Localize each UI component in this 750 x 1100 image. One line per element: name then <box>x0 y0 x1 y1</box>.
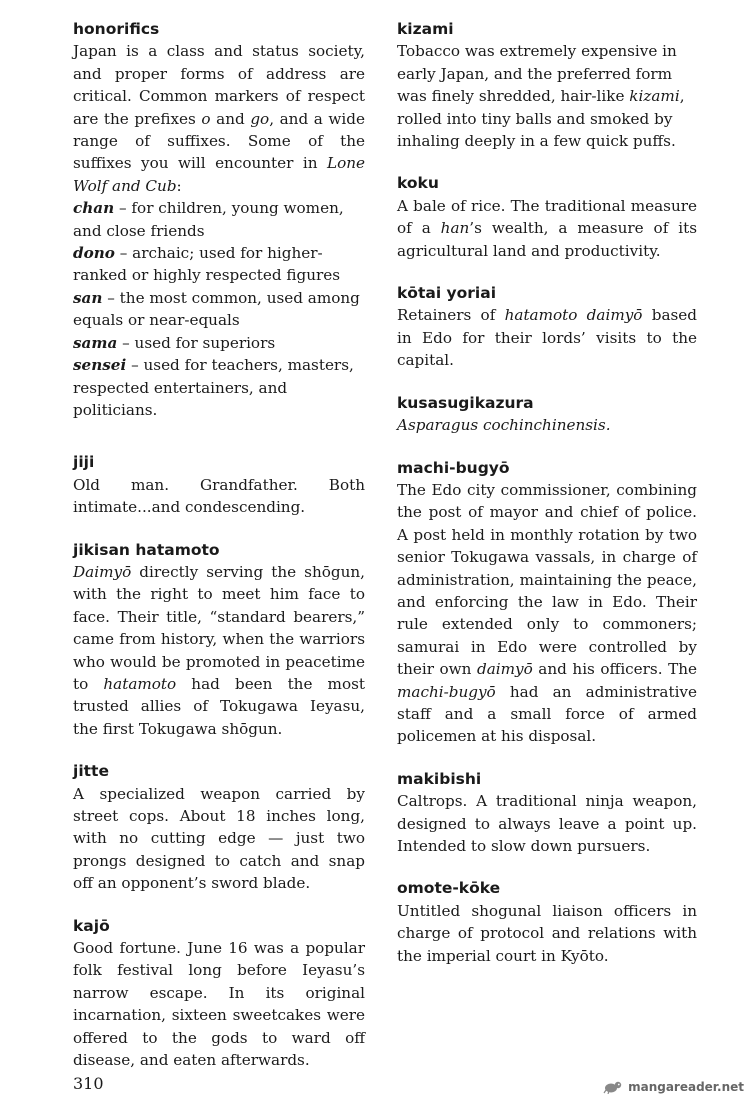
entry-term: omote-kōke <box>397 879 501 898</box>
entry-honorifics <box>73 18 365 421</box>
mangareader-logo-icon <box>603 1080 625 1094</box>
entry-term: makibishi <box>397 769 482 788</box>
watermark <box>603 1080 744 1094</box>
entry-term: machi-bugyō <box>397 458 510 477</box>
suffix-dono: dono – archaic; used for higher-ranked or highly respected figures <box>73 244 341 285</box>
entry-jitte <box>73 760 365 894</box>
entry-jiji <box>73 451 365 518</box>
entry-kizami <box>397 18 697 152</box>
entry-term: kusasugikazura <box>397 393 534 412</box>
entry-kajo <box>73 915 365 1072</box>
entry-term: koku <box>397 174 439 193</box>
entry-kotai-yoriai <box>397 282 697 372</box>
suffix-chan: chan – for children, young women, and close friends <box>73 199 344 240</box>
left-column <box>73 18 365 1091</box>
entry-term: honorifics <box>73 20 160 38</box>
entry-definition: Caltrops. A traditional ninja weapon, designed to always leave a point up. Intended to slow down pursuers. <box>397 792 697 855</box>
suffix-san: san – the most common, used among equals or near-equals <box>73 288 360 330</box>
entry-definition: Old man. Grandfather. Both intimate...and condescending. <box>73 475 365 517</box>
entry-term: kōtai yoriai <box>397 284 497 303</box>
entry-kusasugikazura <box>397 392 697 437</box>
entry-term: kajō <box>73 916 110 935</box>
entry-definition: The Edo city commissioner, combining the post of mayor and chief of police. A post held in monthly rotation by two senior Tokugawa vassals, in charge of administration, maintaining the peace, and enforcing the law in Edo. Their rule extended only to commoners; samurai in Edo were controlled by their own daimyō and his officers. The machi-bugyō had an administrative staff and a small force of armed policemen at his disposal. <box>397 480 697 746</box>
right-column <box>397 18 697 987</box>
entry-koku <box>397 172 697 262</box>
entry-definition: Asparagus cochinchinensis. <box>397 416 611 435</box>
entry-definition: Japan is a class and status society, and proper forms of address are critical. Common markers of respect are the prefixes o and go, and a wide range of suffixes. Some of the suffixes you will encounter in Lone Wolf and Cub: <box>73 42 365 195</box>
entry-term: kizami <box>397 20 454 38</box>
entry-definition: A specialized weapon carried by street cops. About 18 inches long, with no cutting edge — just two prongs designed to catch and snap off an opponent’s sword blade. <box>73 784 365 893</box>
entry-makibishi <box>397 768 697 858</box>
entry-definition: Good fortune. June 16 was a popular folk festival long before Ieyasu’s narrow escape. In its original incarnation, sixteen sweetcakes were offered to the gods to ward off disease, and eaten afterwards. <box>73 939 365 1070</box>
watermark-text: mangareader.net <box>628 1080 744 1094</box>
entry-jikisan-hatamoto <box>73 539 365 741</box>
entry-definition: Tobacco was extremely expensive in early Japan, and the preferred form was finely shredded, hair-like kizami, rolled into tiny balls and smoked by inhaling deeply in a few quick puffs. <box>397 42 685 151</box>
entry-term: jikisan hatamoto <box>73 540 220 559</box>
entry-definition: Untitled shogunal liaison officers in charge of protocol and relations with the imperial court in Kyōto. <box>397 901 697 965</box>
suffix-sama: sama – used for superiors <box>73 333 276 352</box>
entry-machi-bugyo <box>397 457 697 748</box>
entry-definition: Daimyō directly serving the shōgun, with the right to meet him face to face. Their title, “standard bearers,” came from history, when the warriors who would be promoted in peacetime to hatamoto had been the most trusted allies of Tokugawa Ieyasu, the first Tokugawa shōgun. <box>73 562 365 738</box>
suffix-sensei: sensei – used for teachers, masters, respected entertainers, and politicians. <box>73 356 354 419</box>
entry-definition: A bale of rice. The traditional measure of a han’s wealth, a measure of its agricultural land and productivity. <box>397 196 697 260</box>
entry-definition: Retainers of hatamoto daimyō based in Edo for their lords’ visits to the capital. <box>397 306 698 370</box>
page-number: 310 <box>73 1074 104 1093</box>
entry-term: jitte <box>73 762 109 781</box>
entry-omote-koke <box>397 877 697 967</box>
entry-term: jiji <box>73 453 95 472</box>
